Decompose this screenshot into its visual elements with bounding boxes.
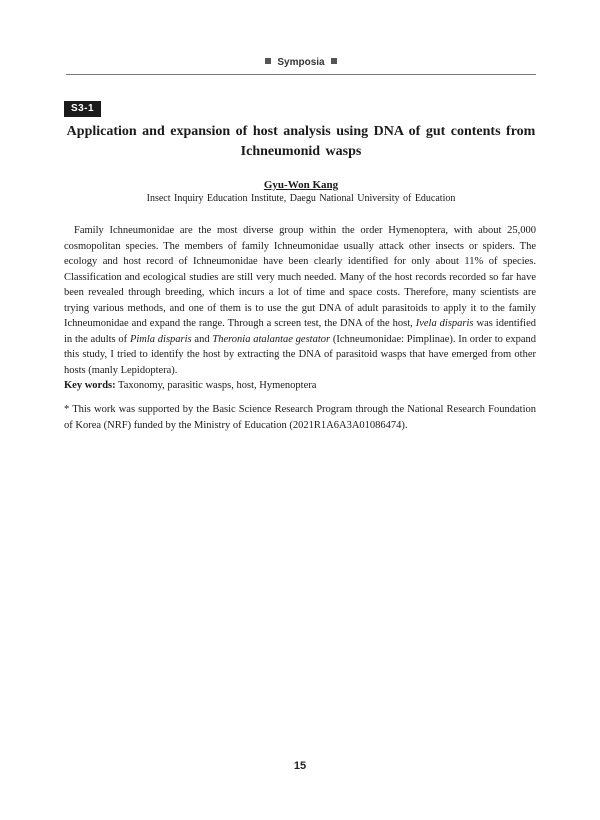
keywords-value: Taxonomy, parasitic wasps, host, Hymenoptera [115,380,317,391]
abstract-text: and [191,333,213,345]
abstract-paragraph [64,223,536,378]
species-name: Theronia atalantae gestator [212,333,331,345]
author-name: Gyu-Won Kang [263,179,339,191]
abstract-text: (Ichneumonidae: Pimplinae). In order to expand this study, I tried to identify the host by extracting the DNA of parasitoid wasps that have emerged from other hosts (manly Lepidoptera). [64,333,536,376]
keywords-label: Key words: [64,380,116,391]
paper-title-line-1: Application and expansion of host analysis using DNA of gut contents from [66,124,536,139]
abstract-text: Family Ichneumonidae are the most diverse group within the order Hymenoptera, with about 25,000 cosmopolitan species. The members of family Ichneumonidae usually attack other insects or spiders. The ecology and host record of Ichneumonidae have been clearly identified for only about 11% of species. Classification and ecological studies are still very much needed. Many of the host records recorded so far have been revealed through breeding, which incurs a lot of time and space costs. Therefore, many scientists are trying various methods, and one of them is to use the gut DNA of adult parasitoids to apply it to the family Ichneumonidae and expand the range. Through a screen test, the DNA of the host, [64,225,536,329]
keywords-line [64,378,536,393]
running-header-label: Symposia [277,57,325,68]
page-number: 15 [293,760,307,772]
running-header [66,56,536,75]
square-bullet-icon [265,58,271,64]
species-name: Pimla disparis [129,333,192,345]
paper-title [66,122,536,162]
author-affiliation: Insect Inquiry Education Institute, Daegu National University of Education [146,193,456,204]
paper-title-line-2: Ichneumonid wasps [240,144,362,159]
session-badge: S3-1 [64,101,101,117]
species-name: Ivela disparis [415,318,474,329]
square-bullet-icon [331,58,337,64]
abstract-text: was identified in the adults of [64,318,537,345]
funding-note: * This work was supported by the Basic Science Research Program through the National Research Foundation of Korea (NRF) funded by the Ministry of Education (2021R1A6A3A01086474). [64,404,536,431]
